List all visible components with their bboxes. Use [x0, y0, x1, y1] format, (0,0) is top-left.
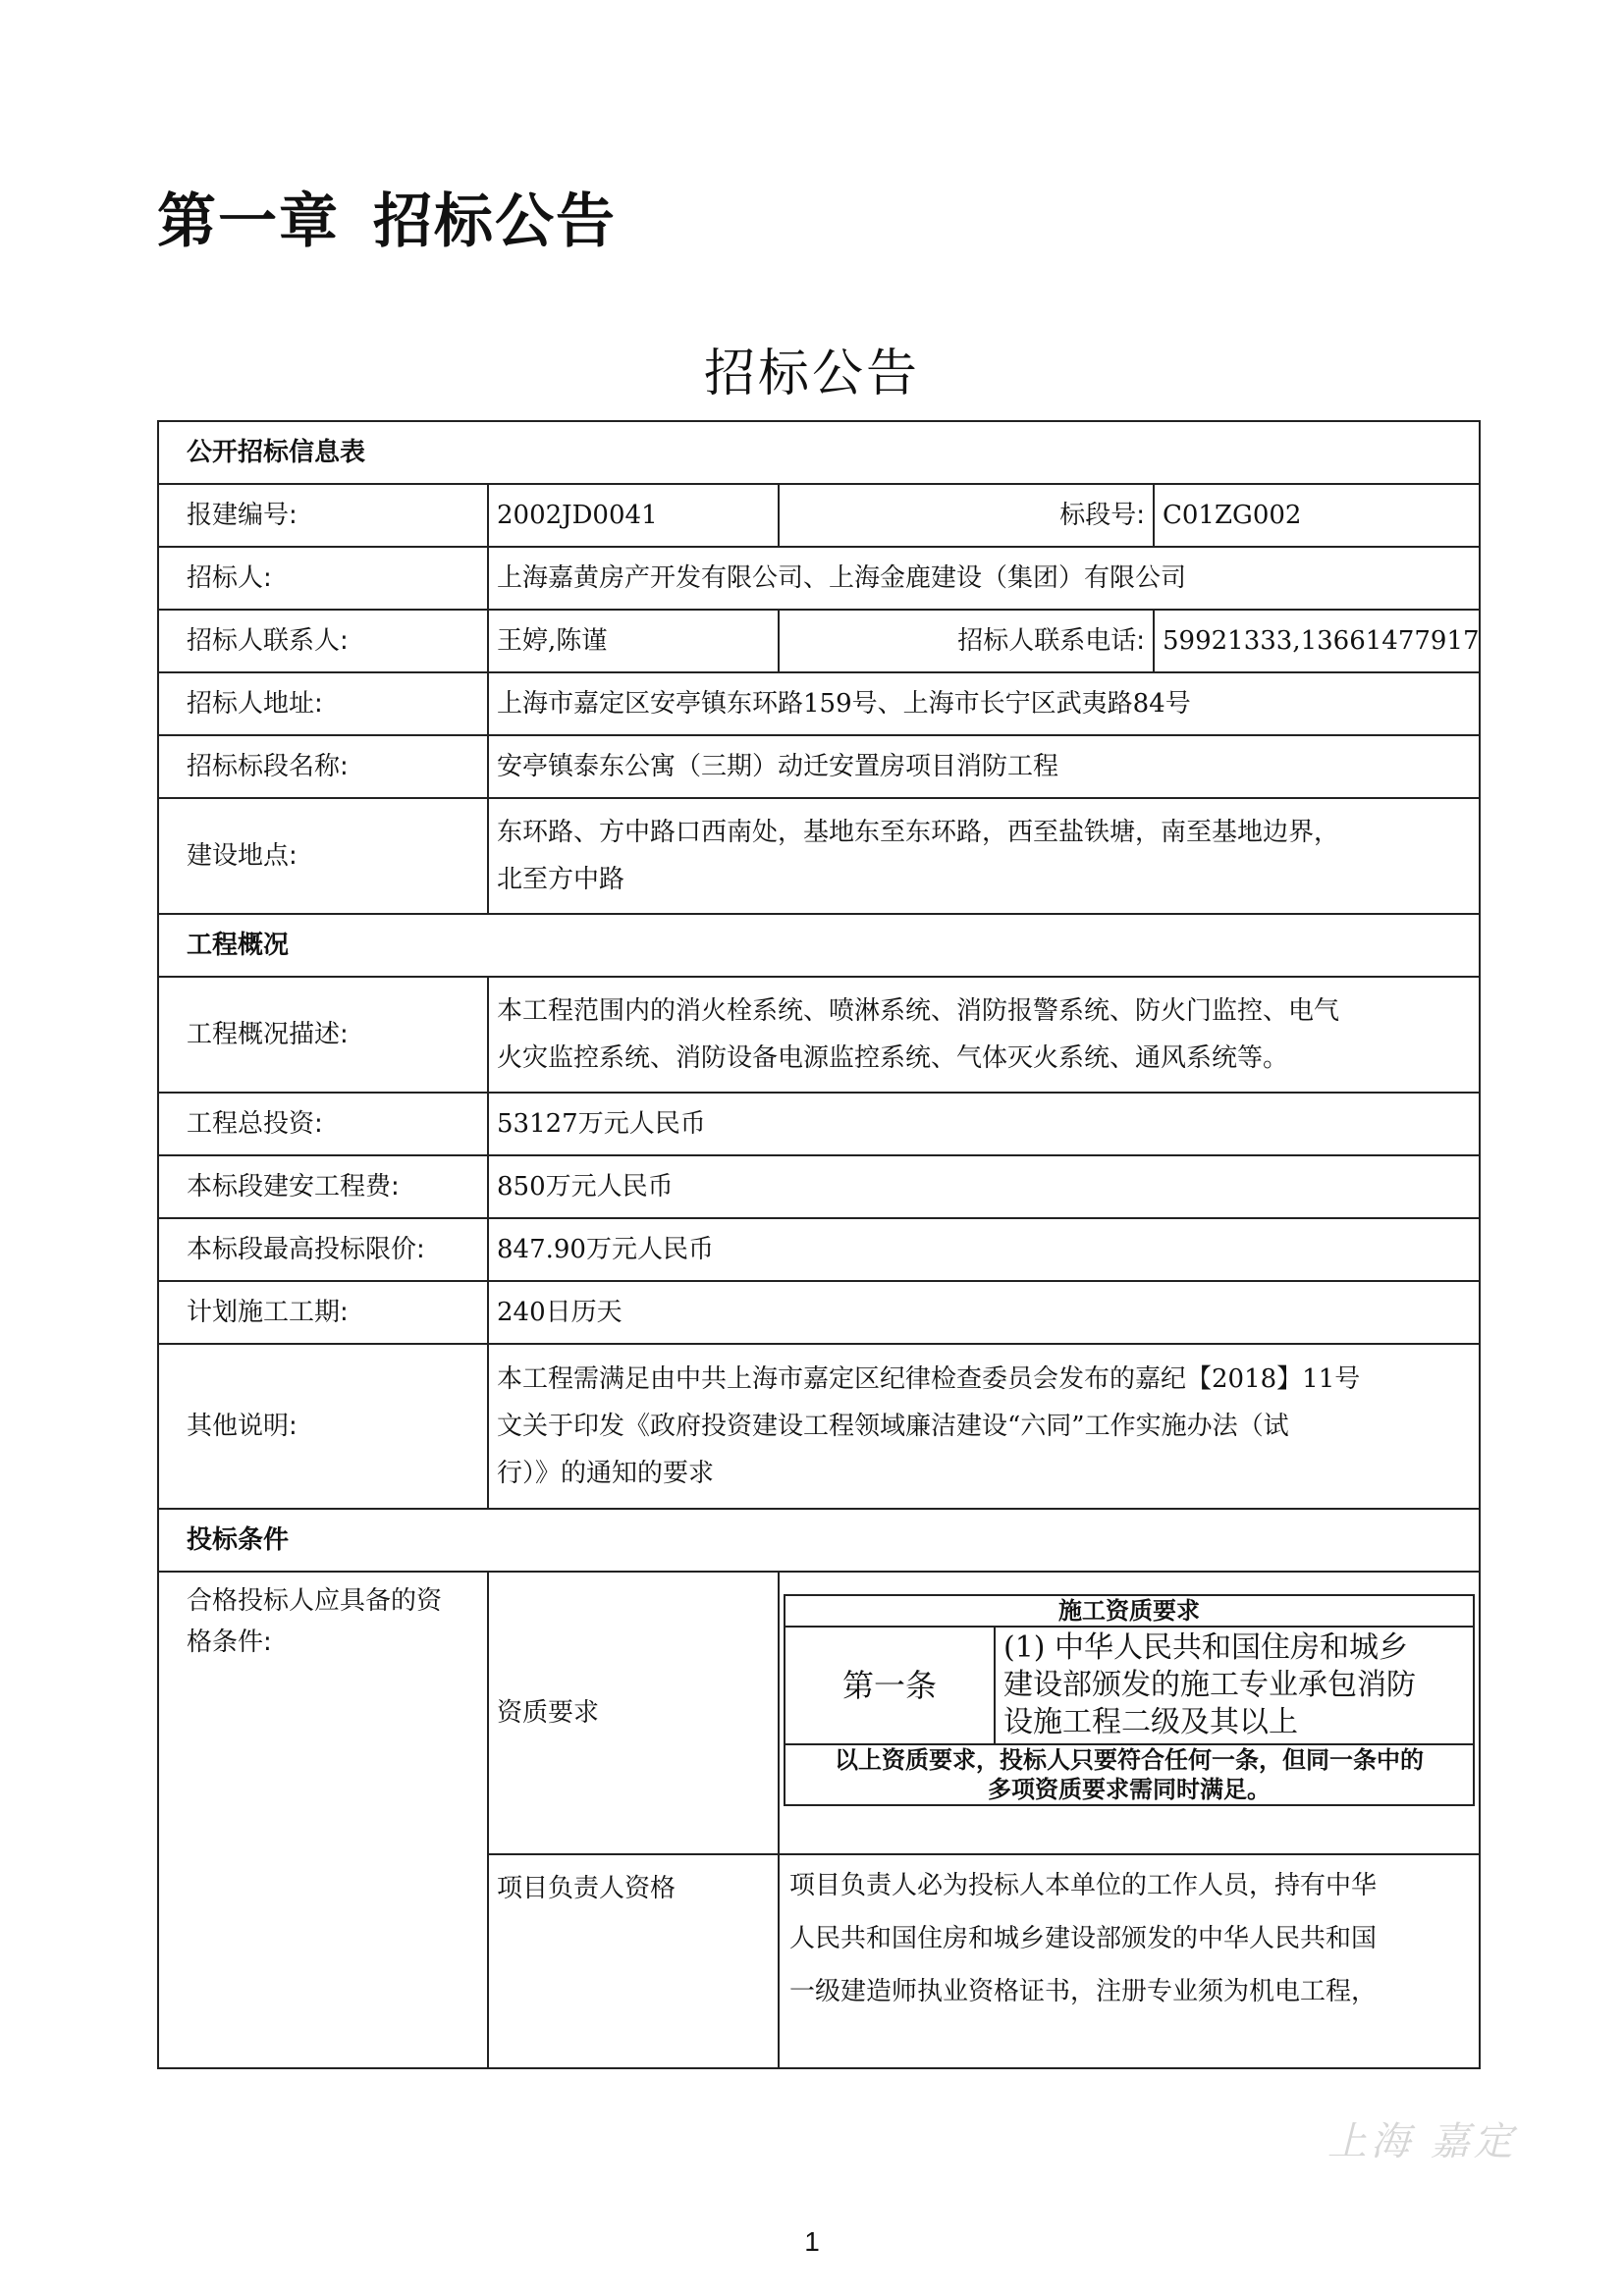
- table-row: [158, 1093, 1480, 1155]
- document-title: 招标公告: [703, 345, 920, 403]
- location-value: [488, 798, 1480, 914]
- address-label: 招标人地址:: [158, 672, 488, 735]
- chapter-name: 招标公告: [373, 187, 617, 256]
- period-value: 240日历天: [488, 1281, 1480, 1344]
- section-header-row: [158, 914, 1480, 977]
- table-row: [158, 977, 1480, 1093]
- table-row: [158, 735, 1480, 798]
- qual-note: [785, 1744, 1474, 1805]
- section-no-value: C01ZG002: [1154, 484, 1480, 547]
- table-row: [158, 1344, 1480, 1509]
- overview-line: 火灾监控系统、消防设备电源监控系统、气体灭火系统、通风系统等。: [497, 1043, 1289, 1073]
- address-value: 上海市嘉定区安亭镇东环路159号、上海市长宁区武夷路84号: [488, 672, 1480, 735]
- tenderer-value: 上海嘉黄房产开发有限公司、上海金鹿建设（集团）有限公司: [488, 547, 1480, 610]
- section-conditions: 投标条件: [158, 1509, 1480, 1572]
- overview-line: 本工程范围内的消火栓系统、喷淋系统、消防报警系统、防火门监控、电气: [497, 996, 1340, 1026]
- project-leader-text: [779, 1854, 1480, 2068]
- qualified-label-line: 合格投标人应具备的资: [187, 1586, 443, 1616]
- other-label: 其他说明:: [158, 1344, 488, 1509]
- tenderer-label: 招标人:: [158, 547, 488, 610]
- location-line: 北至方中路: [497, 865, 625, 894]
- period-label: 计划施工工期:: [158, 1281, 488, 1344]
- leader-line: 人民共和国住房和城乡建设部颁发的中华人民共和国: [789, 1924, 1378, 1953]
- table-row: [158, 1155, 1480, 1218]
- qual-item-label: 第一条: [785, 1627, 995, 1744]
- section-header-row: [158, 1509, 1480, 1572]
- table-row: [158, 610, 1480, 672]
- section-cost-label: 本标段建安工程费:: [158, 1155, 488, 1218]
- qual-item-line: (1) 中华人民共和国住房和城乡: [1003, 1630, 1409, 1665]
- max-price-value: 847.90万元人民币: [488, 1218, 1480, 1281]
- project-name-value: 安亭镇泰东公寓（三期）动迁安置房项目消防工程: [488, 735, 1480, 798]
- leader-line: 一级建造师执业资格证书，注册专业须为机电工程，: [789, 1977, 1378, 2006]
- section-no-label: 标段号:: [779, 484, 1154, 547]
- qualified-bidder-label: [158, 1572, 488, 2068]
- qual-item-line: 设施工程二级及其以上: [1003, 1705, 1298, 1739]
- qualification-requirements-table: [784, 1594, 1475, 1806]
- chapter-number: 第一章: [157, 187, 340, 256]
- project-leader-label: 项目负责人资格: [488, 1854, 779, 2068]
- qualified-label-line: 格条件:: [187, 1628, 272, 1657]
- other-line: 文关于印发《政府投资建设工程领域廉洁建设“六同”工作实施办法（试: [497, 1412, 1289, 1441]
- section-overview: 工程概况: [158, 914, 1480, 977]
- qual-item-text: [995, 1627, 1474, 1744]
- section-cost-value: 850万元人民币: [488, 1155, 1480, 1218]
- leader-line: 项目负责人必为投标人本单位的工作人员，持有中华: [789, 1871, 1378, 1900]
- qual-table-header: 施工资质要求: [785, 1595, 1474, 1627]
- project-name-label: 招标标段名称:: [158, 735, 488, 798]
- location-label: 建设地点:: [158, 798, 488, 914]
- contact-label: 招标人联系人:: [158, 610, 488, 672]
- qual-note-line: 以上资质要求，投标人只要符合任何一条，但同一条中的: [835, 1746, 1424, 1774]
- qualification-cell: [779, 1572, 1480, 1854]
- table-row: [158, 1281, 1480, 1344]
- table-row: [158, 1572, 1480, 1854]
- table-row: [158, 1218, 1480, 1281]
- overview-value: [488, 977, 1480, 1093]
- table-row: [158, 547, 1480, 610]
- table-row: [158, 672, 1480, 735]
- watermark-logo: 上海 嘉定: [1327, 2119, 1517, 2164]
- bid-no-value: 2002JD0041: [488, 484, 779, 547]
- max-price-label: 本标段最高投标限价:: [158, 1218, 488, 1281]
- qualification-label: 资质要求: [488, 1572, 779, 1854]
- qual-item-line: 建设部颁发的施工专业承包消防: [1003, 1668, 1416, 1702]
- section-header-row: [158, 421, 1480, 484]
- total-invest-label: 工程总投资:: [158, 1093, 488, 1155]
- page-number: 1: [804, 2226, 820, 2257]
- table-row: [158, 484, 1480, 547]
- other-line: 本工程需满足由中共上海市嘉定区纪律检查委员会发布的嘉纪【2018】11号: [497, 1364, 1361, 1394]
- overview-label: 工程概况描述:: [158, 977, 488, 1093]
- total-invest-value: 53127万元人民币: [488, 1093, 1480, 1155]
- location-line: 东环路、方中路口西南处，基地东至东环路，西至盐铁塘，南至基地边界，: [497, 818, 1340, 847]
- other-line: 行）》的通知的要求: [497, 1459, 715, 1488]
- contact-value: 王婷,陈谨: [488, 610, 779, 672]
- qual-note-line: 多项资质要求需同时满足。: [988, 1776, 1271, 1803]
- public-tender-info-table: [157, 420, 1481, 2069]
- table-row: [158, 798, 1480, 914]
- chapter-title: [157, 175, 617, 259]
- phone-value: 59921333,13661477917: [1154, 610, 1480, 672]
- bid-no-label: 报建编号:: [158, 484, 488, 547]
- section-public-info: 公开招标信息表: [158, 421, 1480, 484]
- other-value: [488, 1344, 1480, 1509]
- phone-label: 招标人联系电话:: [779, 610, 1154, 672]
